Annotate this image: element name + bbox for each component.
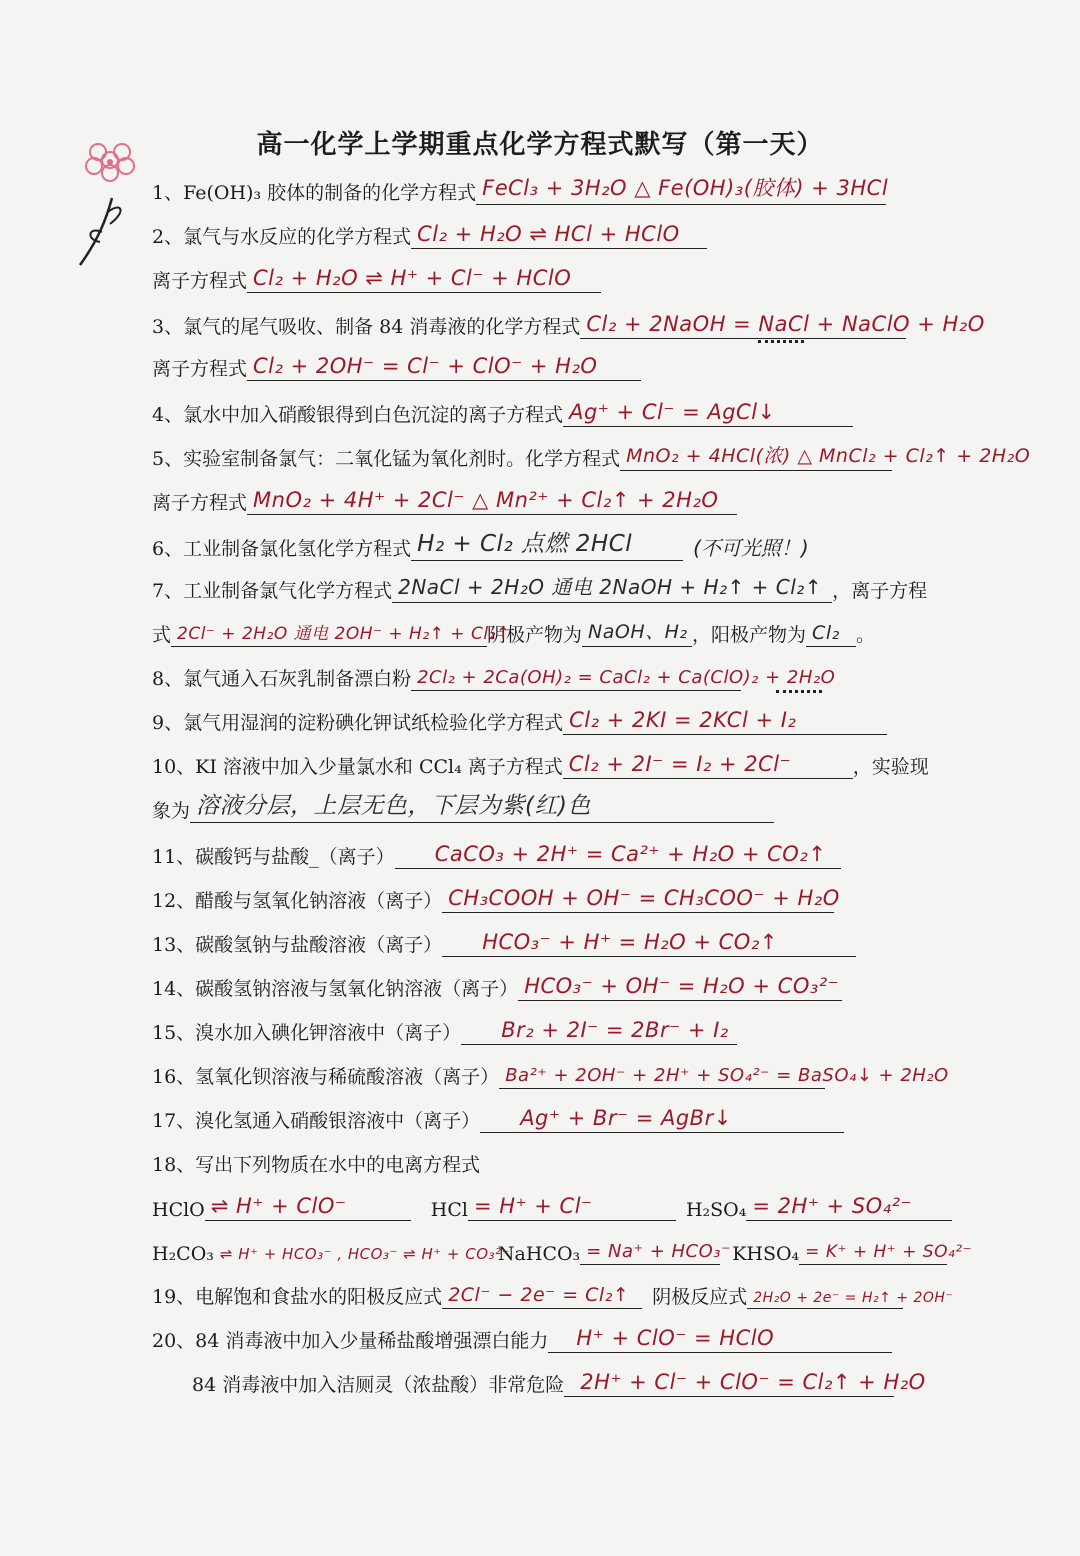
question-10 [152, 752, 929, 779]
question-18 [152, 1150, 480, 1177]
handwritten-answer: H⁺ + ClO⁻ = HClO [576, 1326, 775, 1350]
handwritten-answer: MnO₂ + 4H⁺ + 2Cl⁻ △ Mn²⁺ + Cl₂↑ + 2H₂O [253, 488, 719, 512]
answer-blank [411, 531, 683, 561]
answer-blank [392, 576, 832, 603]
question-14 [152, 974, 842, 1001]
question-label: 20、84 消毒液中加入少量稀盐酸增强漂白能力 [152, 1330, 549, 1352]
answer-blank [468, 1194, 676, 1221]
question-label: 18、写出下列物质在水中的电离方程式 [152, 1154, 481, 1176]
question-4 [152, 400, 853, 427]
question-5-ionic [152, 488, 737, 515]
answer-blank [746, 1194, 952, 1221]
handwritten-answer: = H⁺ + Cl⁻ [473, 1194, 593, 1218]
handwritten-answer: Cl₂ + 2I⁻ = I₂ + 2Cl⁻ [568, 752, 792, 776]
question-text: 阴极反应式 [652, 1286, 748, 1308]
answer-blank [411, 222, 707, 249]
answer-blank [442, 930, 856, 957]
ionization-label: NaHCO₃ [497, 1243, 581, 1265]
handwritten-note: (不可光照！) [693, 536, 809, 560]
emphasis-dots [758, 340, 804, 343]
handwritten-answer: 2Cl⁻ − 2e⁻ = Cl₂↑ [448, 1284, 630, 1306]
answer-blank [548, 1326, 892, 1353]
question-3-ionic [152, 354, 641, 381]
question-5 [152, 444, 1031, 471]
question-text: ，阳极产物为 [692, 624, 807, 646]
handwritten-answer: 2H₂O + 2e⁻ = H₂↑ + 2OH⁻ [753, 1290, 954, 1306]
question-label: 5、实验室制备氯气：二氧化锰为氧化剂时。化学方程式 [152, 448, 621, 470]
question-label: 84 消毒液中加入洁厕灵（浓盐酸）非常危险 [192, 1374, 565, 1396]
answer-blank [580, 312, 985, 339]
ionization-label: H₂CO₃ [152, 1243, 214, 1265]
handwritten-answer: = Na⁺ + HCO₃⁻ [586, 1241, 732, 1262]
question-17 [152, 1106, 844, 1133]
handwritten-answer: Cl₂ + 2KI = 2KCl + I₂ [569, 708, 797, 732]
answer-blank [518, 974, 842, 1001]
question-label: 17、溴化氢通入硝酸银溶液中（离子） [152, 1110, 481, 1132]
answer-blank [171, 620, 511, 647]
answer-blank [395, 842, 841, 869]
question-label: 6、工业制备氯化氢化学方程式 [152, 538, 412, 560]
handwritten-answer: Cl₂ + 2NaOH = NaCl + NaClO + H₂O [586, 312, 985, 336]
handwritten-answer: Cl₂ + H₂O ⇌ H⁺ + Cl⁻ + HClO [253, 266, 572, 290]
question-label: 15、溴水加入碘化钾溶液中（离子） [152, 1022, 462, 1044]
answer-blank [190, 793, 774, 823]
question-12 [152, 886, 840, 913]
handwritten-answer: NaOH、H₂ [588, 621, 688, 643]
handwritten-answer: 2Cl₂ + 2Ca(OH)₂ = CaCl₂ + Ca(ClO)₂ + 2H₂O [417, 667, 836, 688]
question-13 [152, 930, 856, 957]
handwritten-answer: Cl₂ [812, 622, 840, 644]
question-label: 式 [152, 624, 172, 646]
question-label: 4、氯水中加入硝酸银得到白色沉淀的离子方程式 [152, 404, 564, 426]
question-tail: ，实验现 [852, 756, 929, 778]
question-8 [152, 664, 836, 691]
answer-blank [747, 1282, 954, 1309]
handwritten-answer: MnO₂ + 4HCl(浓) △ MnCl₂ + Cl₂↑ + 2H₂O [626, 445, 1031, 467]
question-9 [152, 708, 887, 735]
page-title: 高一化学上学期重点化学方程式默写（第一天） [256, 130, 824, 160]
question-label: 8、氯气通入石灰乳制备漂白粉 [152, 668, 412, 690]
question-16 [152, 1062, 949, 1089]
answer-blank [564, 1370, 926, 1397]
handwritten-answer: CaCO₃ + 2H⁺ = Ca²⁺ + H₂O + CO₂↑ [434, 842, 827, 866]
question-label: 12、醋酸与氢氧化钠溶液（离子） [152, 890, 443, 912]
handwritten-answer: 2Cl⁻ + 2H₂O 通电 2OH⁻ + H₂↑ + Cl₂↑ [177, 624, 511, 644]
question-3 [152, 312, 985, 339]
question-label: 离子方程式 [152, 358, 248, 380]
question-10-observation [152, 793, 774, 823]
answer-blank [580, 1238, 732, 1265]
answer-blank [563, 708, 887, 735]
handwritten-answer: H₂ + Cl₂ 点燃 2HCl [417, 531, 633, 557]
question-label: 19、电解饱和食盐水的阳极反应式 [152, 1286, 443, 1308]
answer-blank [582, 620, 692, 647]
question-20 [152, 1326, 892, 1353]
emphasis-dots [776, 690, 822, 693]
handwritten-answer: Cl₂ + H₂O ⇌ HCl + HClO [417, 222, 680, 246]
ionization-label: HCl [430, 1199, 468, 1221]
handwritten-answer: Ag⁺ + Cl⁻ = AgCl↓ [569, 400, 776, 424]
question-label: 7、工业制备氯气化学方程式 [152, 580, 393, 602]
answer-blank [499, 1062, 949, 1089]
answer-blank [461, 1018, 737, 1045]
handwritten-answer: = K⁺ + H⁺ + SO₄²⁻ [805, 1242, 973, 1262]
answer-blank [442, 886, 840, 913]
answer-blank [563, 400, 853, 427]
handwritten-answer: CH₃COOH + OH⁻ = CH₃COO⁻ + H₂O [448, 886, 840, 910]
question-label: 离子方程式 [152, 492, 248, 514]
answer-blank [205, 1194, 411, 1221]
question-20-danger [192, 1370, 926, 1397]
answer-blank [411, 664, 836, 691]
question-15 [152, 1018, 737, 1045]
question-label: 2、氯气与水反应的化学方程式 [152, 226, 412, 248]
question-label: 14、碳酸氢钠溶液与氢氧化钠溶液（离子） [152, 978, 519, 1000]
answer-blank [620, 444, 1031, 471]
question-label: 11、碳酸钙与盐酸_（离子） [152, 846, 395, 868]
answer-blank [799, 1238, 973, 1265]
handwritten-answer: ⇌ H⁺ + HCO₃⁻ , HCO₃⁻ ⇌ H⁺ + CO₃²⁻ [219, 1245, 510, 1263]
handwritten-answer: Br₂ + 2I⁻ = 2Br⁻ + I₂ [501, 1018, 729, 1042]
handwritten-answer: Cl₂ + 2OH⁻ = Cl⁻ + ClO⁻ + H₂O [253, 354, 598, 378]
answer-blank [247, 488, 737, 515]
ionization-label: HClO [152, 1199, 205, 1221]
answer-blank [480, 1106, 844, 1133]
handwritten-answer: HCO₃⁻ + H⁺ = H₂O + CO₂↑ [482, 930, 778, 954]
answer-blank [476, 176, 889, 205]
answer-blank [563, 752, 853, 779]
handwritten-answer: 2NaCl + 2H₂O 通电 2NaOH + H₂↑ + Cl₂↑ [398, 575, 823, 599]
question-label: 16、氢氧化钡溶液与稀硫酸溶液（离子） [152, 1066, 500, 1088]
question-19 [152, 1282, 954, 1309]
handwritten-answer: 2H⁺ + Cl⁻ + ClO⁻ = Cl₂↑ + H₂O [580, 1370, 926, 1394]
question-2-ionic [152, 266, 601, 293]
question-6 [152, 532, 809, 561]
ionization-label: H₂SO₄ [685, 1199, 747, 1221]
handwritten-answer: ⇌ H⁺ + ClO⁻ [210, 1194, 347, 1218]
question-7 [152, 576, 927, 603]
question-label: 13、碳酸氢钠与盐酸溶液（离子） [152, 934, 443, 956]
answer-blank [214, 1239, 510, 1265]
question-label: 1、Fe(OH)₃ 胶体的制备的化学方程式 [152, 182, 477, 204]
question-2 [152, 222, 707, 249]
question-11 [152, 842, 841, 869]
question-label: 离子方程式 [152, 270, 248, 292]
handwritten-answer: HCO₃⁻ + OH⁻ = H₂O + CO₃²⁻ [524, 974, 840, 998]
handwritten-answer: Ba²⁺ + 2OH⁻ + 2H⁺ + SO₄²⁻ = BaSO₄↓ + 2H₂O [505, 1065, 949, 1086]
question-tail: ，离子方程 [832, 580, 928, 602]
handwritten-answer: FeCl₃ + 3H₂O △ Fe(OH)₃(胶体) + 3HCl [482, 176, 889, 200]
answer-blank [247, 266, 601, 293]
question-7-ionic [152, 620, 875, 647]
answer-blank [806, 620, 856, 647]
handwritten-answer: = 2H⁺ + SO₄²⁻ [752, 1194, 913, 1218]
question-label: 象为 [152, 800, 191, 822]
question-label: 10、KI 溶液中加入少量氯水和 CCl₄ 离子方程式 [152, 756, 563, 778]
question-end: 。 [856, 624, 876, 646]
ionization-row-1 [152, 1194, 952, 1221]
answer-blank [442, 1282, 642, 1309]
question-label: 3、氯气的尾气吸收、制备 84 消毒液的化学方程式 [152, 316, 581, 338]
ionization-row-2 [152, 1238, 973, 1265]
question-1 [152, 176, 889, 205]
answer-blank [247, 354, 641, 381]
question-text: 阴极产物为 [487, 624, 583, 646]
ionization-label: KHSO₄ [732, 1243, 800, 1265]
handwritten-answer: 溶液分层，上层无色，下层为紫(红)色 [196, 793, 591, 819]
question-label: 9、氯气用湿润的淀粉碘化钾试纸检验化学方程式 [152, 712, 564, 734]
handwritten-answer: Ag⁺ + Br⁻ = AgBr↓ [520, 1106, 732, 1130]
